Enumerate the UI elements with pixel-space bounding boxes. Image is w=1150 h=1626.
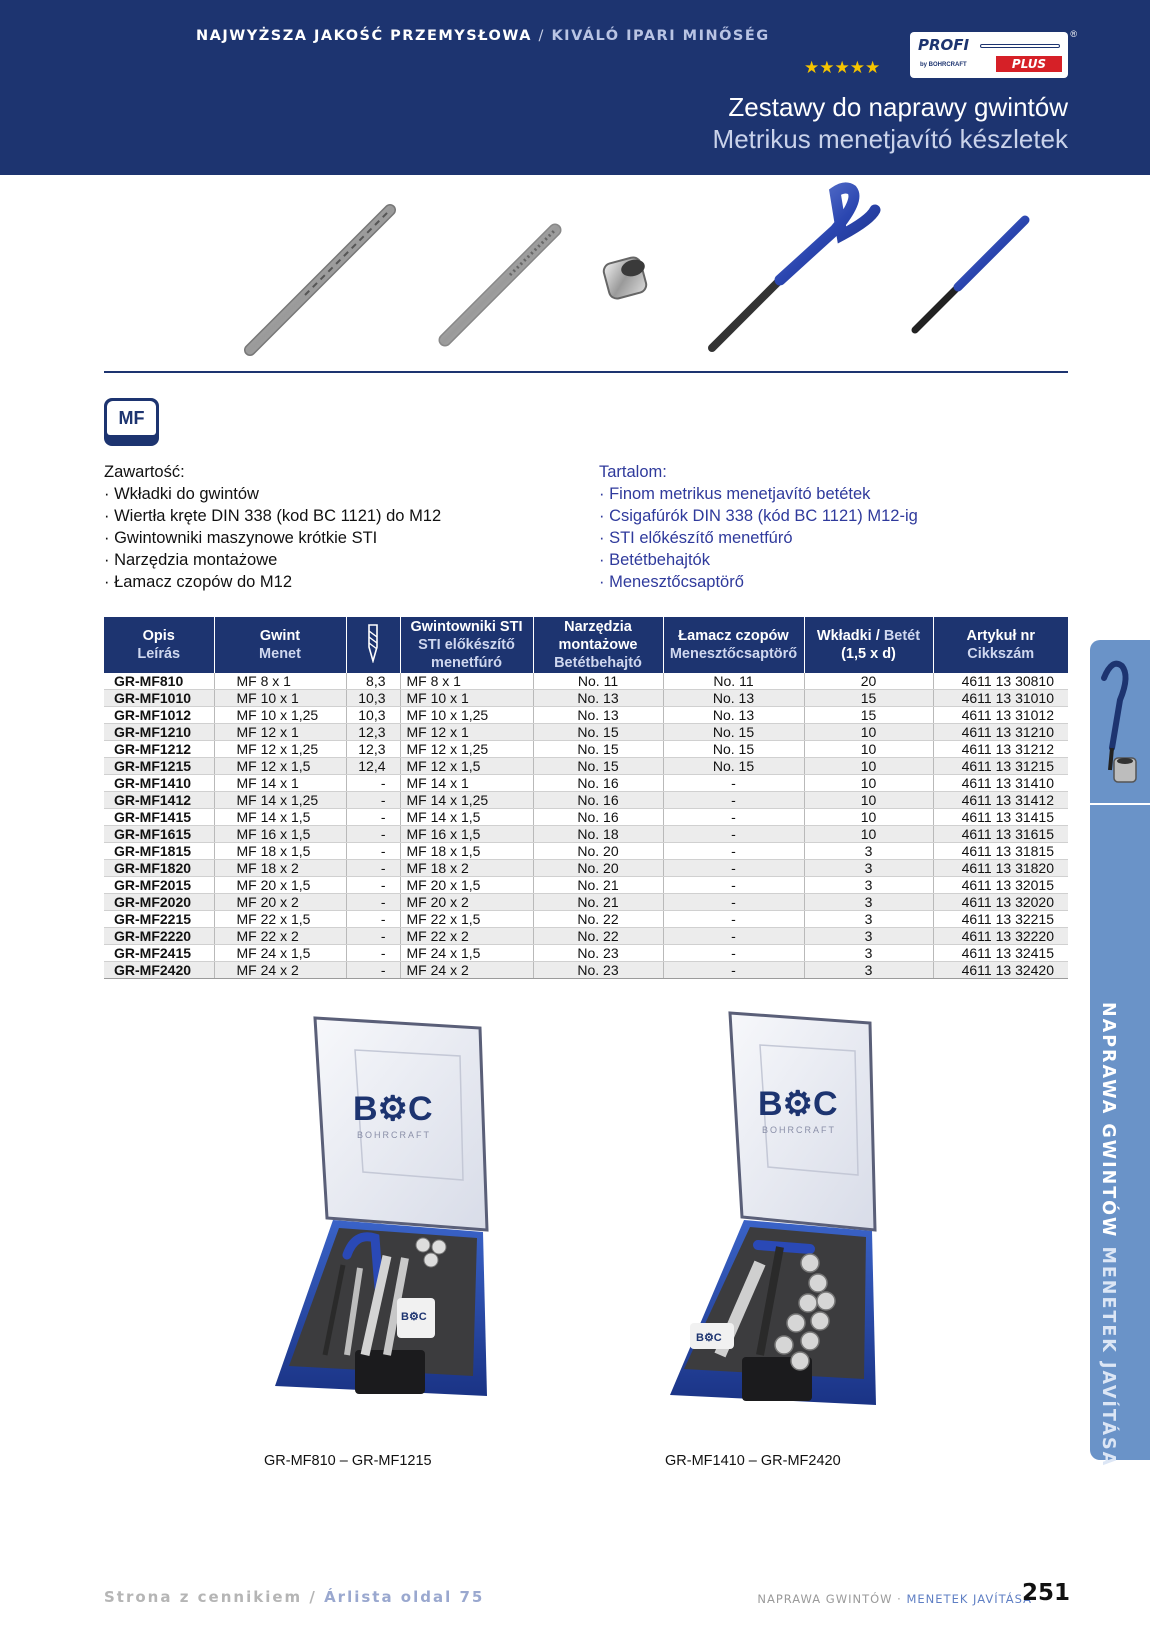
cell-inserts: 3 (804, 962, 933, 979)
table-row (104, 860, 1068, 877)
table-row (104, 826, 1068, 843)
contents-hu-item: · Csigafúrók DIN 338 (kód BC 1121) M12-ig (599, 507, 918, 525)
side-tab[interactable] (1090, 640, 1150, 1468)
section-footer-pl: NAPRAWA GWINTÓW (757, 1592, 893, 1606)
logo-profi-text: PROFI (918, 36, 970, 54)
cell-inserts: 10 (804, 758, 933, 775)
cell-article: 4611 13 32415 (933, 945, 1068, 962)
cell-thread: MF 14 x 1,5 (214, 809, 346, 826)
cell-code: GR-MF2420 (104, 962, 214, 979)
cell-article: 4611 13 31210 (933, 724, 1068, 741)
cell-drill-size: 12,4 (346, 758, 400, 775)
table-row (104, 928, 1068, 945)
cell-tap: MF 24 x 2 (400, 962, 533, 979)
cell-drill-size: - (346, 843, 400, 860)
side-tab-icon-area (1090, 640, 1150, 805)
cell-tap: MF 12 x 1,25 (400, 741, 533, 758)
contents-pl (104, 461, 441, 593)
cell-thread: MF 12 x 1,5 (214, 758, 346, 775)
th-inserts: Wkładki / Betét (1,5 x d) (804, 617, 933, 673)
installation-tool-icon (712, 188, 875, 348)
section-footer-label (757, 1592, 1032, 1606)
th-article: Artykuł nr Cikkszám (933, 617, 1068, 673)
cell-breaker: - (663, 775, 804, 792)
mf-badge-label: MF (107, 401, 156, 435)
th-gwint: Gwint Menet (214, 617, 346, 673)
contents-hu (599, 461, 918, 593)
cell-drill-size: - (346, 877, 400, 894)
logo-plus-text: PLUS (996, 56, 1062, 72)
cell-article: 4611 13 31820 (933, 860, 1068, 877)
drill-bit-icon (361, 623, 385, 663)
cell-article: 4611 13 31012 (933, 707, 1068, 724)
contents-hu-heading: Tartalom: (599, 463, 667, 481)
cell-thread: MF 24 x 2 (214, 962, 346, 979)
cell-breaker: - (663, 945, 804, 962)
cell-drill-size: - (346, 928, 400, 945)
table-header-row (104, 617, 1068, 673)
cell-tool: No. 15 (533, 724, 663, 741)
contents-hu-item: · Finom metrikus menetjavító betétek (599, 485, 871, 503)
cell-drill-size: 10,3 (346, 690, 400, 707)
cell-code: GR-MF1212 (104, 741, 214, 758)
cell-thread: MF 8 x 1 (214, 673, 346, 690)
cell-inserts: 3 (804, 843, 933, 860)
cell-article: 4611 13 31415 (933, 809, 1068, 826)
contents-hu-item: · STI előkészítő menetfúró (599, 529, 793, 547)
cell-inserts: 3 (804, 911, 933, 928)
cell-article: 4611 13 32215 (933, 911, 1068, 928)
cell-tool: No. 16 (533, 775, 663, 792)
cell-tool: No. 20 (533, 843, 663, 860)
contents-pl-item: · Wiertła kręte DIN 338 (kod BC 1121) do M12 (104, 507, 442, 525)
rating-stars: ★★★★★ (804, 58, 881, 77)
spec-table (104, 617, 1068, 979)
cell-article: 4611 13 32420 (933, 962, 1068, 979)
cell-tap: MF 20 x 2 (400, 894, 533, 911)
cell-tap: MF 22 x 2 (400, 928, 533, 945)
th-tool: Narzędzia montażowe Betétbehajtó (533, 617, 663, 673)
side-tab-label (1098, 1002, 1118, 1467)
cell-drill-size: - (346, 962, 400, 979)
header-tagline (196, 28, 770, 44)
cell-breaker: - (663, 911, 804, 928)
cell-tap: MF 22 x 1,5 (400, 911, 533, 928)
table-row (104, 707, 1068, 724)
cell-tool: No. 13 (533, 707, 663, 724)
cell-thread: MF 24 x 1,5 (214, 945, 346, 962)
cell-tap: MF 24 x 1,5 (400, 945, 533, 962)
kit-box-small-image (255, 1010, 510, 1450)
cell-breaker: - (663, 843, 804, 860)
cell-breaker: - (663, 962, 804, 979)
cell-inserts: 20 (804, 673, 933, 690)
cell-thread: MF 14 x 1 (214, 775, 346, 792)
th-breaker: Łamacz czopów Menesztőcsaptörő (663, 617, 804, 673)
cell-code: GR-MF2215 (104, 911, 214, 928)
cell-drill-size: - (346, 826, 400, 843)
svg-text:B⚙C: B⚙C (758, 1085, 838, 1123)
cell-article: 4611 13 31215 (933, 758, 1068, 775)
price-list-pl: Strona z cennikiem (104, 1588, 303, 1606)
cell-thread: MF 20 x 2 (214, 894, 346, 911)
cell-inserts: 10 (804, 724, 933, 741)
cell-code: GR-MF1615 (104, 826, 214, 843)
cell-code: GR-MF1412 (104, 792, 214, 809)
cell-thread: MF 12 x 1 (214, 724, 346, 741)
table-row (104, 690, 1068, 707)
kit-box-large-image (660, 1005, 900, 1445)
cell-tap: MF 8 x 1 (400, 673, 533, 690)
cell-tool: No. 21 (533, 894, 663, 911)
cell-tool: No. 15 (533, 741, 663, 758)
cell-inserts: 3 (804, 860, 933, 877)
cell-tap: MF 14 x 1,5 (400, 809, 533, 826)
cell-code: GR-MF2020 (104, 894, 214, 911)
cell-tap: MF 18 x 1,5 (400, 843, 533, 860)
table-row (104, 775, 1068, 792)
cell-code: GR-MF2015 (104, 877, 214, 894)
cell-breaker: No. 15 (663, 758, 804, 775)
cell-breaker: - (663, 928, 804, 945)
contents-pl-item: · Łamacz czopów do M12 (104, 573, 293, 591)
cell-thread: MF 22 x 1,5 (214, 911, 346, 928)
cell-thread: MF 10 x 1,25 (214, 707, 346, 724)
cell-code: GR-MF2220 (104, 928, 214, 945)
cell-article: 4611 13 31815 (933, 843, 1068, 860)
cell-code: GR-MF1820 (104, 860, 214, 877)
cell-tool: No. 22 (533, 911, 663, 928)
cell-tool: No. 16 (533, 792, 663, 809)
cell-breaker: No. 11 (663, 673, 804, 690)
th-drill (346, 617, 400, 673)
cell-tool: No. 23 (533, 962, 663, 979)
table-row (104, 792, 1068, 809)
cell-code: GR-MF1215 (104, 758, 214, 775)
cell-tap: MF 18 x 2 (400, 860, 533, 877)
cell-code: GR-MF1410 (104, 775, 214, 792)
cell-inserts: 3 (804, 945, 933, 962)
th-opis: Opis Leírás (104, 617, 214, 673)
cell-thread: MF 14 x 1,25 (214, 792, 346, 809)
twist-drill-icon (250, 210, 390, 350)
page-number: 251 (1021, 1580, 1070, 1606)
cell-article: 4611 13 31412 (933, 792, 1068, 809)
page-header (0, 0, 1150, 175)
cell-thread: MF 20 x 1,5 (214, 877, 346, 894)
logo-by-text: by BOHRCRAFT (920, 62, 967, 68)
cell-tap: MF 12 x 1,5 (400, 758, 533, 775)
svg-text:B⚙C: B⚙C (401, 1311, 427, 1323)
cell-drill-size: 8,3 (346, 673, 400, 690)
cell-tool: No. 23 (533, 945, 663, 962)
contents-hu-item: · Betétbehajtók (599, 551, 710, 569)
cell-thread: MF 22 x 2 (214, 928, 346, 945)
cell-tap: MF 14 x 1 (400, 775, 533, 792)
cell-thread: MF 18 x 1,5 (214, 843, 346, 860)
cell-inserts: 10 (804, 741, 933, 758)
cell-inserts: 15 (804, 690, 933, 707)
svg-text:B⚙C: B⚙C (696, 1332, 722, 1344)
side-tab-label-hu: MENETEK JAVÍTÁSA (1098, 1246, 1118, 1468)
svg-text:BOHRCRAFT: BOHRCRAFT (762, 1125, 836, 1135)
cell-tap: MF 16 x 1,5 (400, 826, 533, 843)
spec-table-body (104, 673, 1068, 979)
cell-thread: MF 12 x 1,25 (214, 741, 346, 758)
table-row (104, 945, 1068, 962)
cell-thread: MF 16 x 1,5 (214, 826, 346, 843)
table-row (104, 894, 1068, 911)
profi-plus-logo (910, 29, 1077, 78)
table-row (104, 673, 1068, 690)
table-row (104, 741, 1068, 758)
table-row (104, 809, 1068, 826)
cell-tap: MF 20 x 1,5 (400, 877, 533, 894)
cell-drill-size: 12,3 (346, 741, 400, 758)
footer-separator: / (302, 1588, 325, 1606)
cell-tool: No. 16 (533, 809, 663, 826)
cell-tap: MF 14 x 1,25 (400, 792, 533, 809)
cell-breaker: - (663, 826, 804, 843)
cell-breaker: No. 15 (663, 741, 804, 758)
cell-inserts: 10 (804, 809, 933, 826)
tang-breaker-icon (915, 220, 1025, 330)
cell-tool: No. 21 (533, 877, 663, 894)
table-row (104, 758, 1068, 775)
kit-large-caption: GR-MF1410 – GR-MF2420 (665, 1453, 841, 1469)
cell-tool: No. 20 (533, 860, 663, 877)
cell-drill-size: - (346, 911, 400, 928)
cell-breaker: - (663, 860, 804, 877)
th-tap: Gwintowniki STI STI előkészítő menetfúró (400, 617, 533, 673)
cell-inserts: 15 (804, 707, 933, 724)
kit-small-caption: GR-MF810 – GR-MF1215 (264, 1453, 432, 1469)
table-row (104, 911, 1068, 928)
page-title-pl: Zestawy do naprawy gwintów (728, 92, 1068, 122)
contents-pl-item: · Narzędzia montażowe (104, 551, 278, 569)
box-logo-text: B⚙C (353, 1090, 433, 1128)
cell-inserts: 3 (804, 877, 933, 894)
cell-breaker: - (663, 894, 804, 911)
cell-article: 4611 13 32220 (933, 928, 1068, 945)
cell-code: GR-MF1010 (104, 690, 214, 707)
cell-breaker: - (663, 877, 804, 894)
cell-drill-size: - (346, 792, 400, 809)
cell-article: 4611 13 31410 (933, 775, 1068, 792)
contents-hu-item: · Menesztőcsaptörő (599, 573, 744, 591)
cell-tool: No. 18 (533, 826, 663, 843)
cell-tap: MF 12 x 1 (400, 724, 533, 741)
cell-drill-size: - (346, 775, 400, 792)
section-divider (104, 371, 1068, 373)
cell-breaker: - (663, 792, 804, 809)
cell-code: GR-MF1415 (104, 809, 214, 826)
page-title-hu: Metrikus menetjavító készletek (712, 124, 1068, 154)
cell-drill-size: 10,3 (346, 707, 400, 724)
contents-pl-heading: Zawartość: (104, 463, 185, 481)
side-tab-label-pl: NAPRAWA GWINTÓW (1098, 1002, 1118, 1239)
cell-tool: No. 15 (533, 758, 663, 775)
cell-article: 4611 13 31010 (933, 690, 1068, 707)
cell-drill-size: 12,3 (346, 724, 400, 741)
cell-drill-size: - (346, 860, 400, 877)
registered-mark: ® (1070, 29, 1077, 39)
cell-tool: No. 13 (533, 690, 663, 707)
tagline-hu: KIVÁLÓ IPARI MINŐSÉG (551, 28, 770, 44)
table-row (104, 962, 1068, 979)
tools-illustration (100, 180, 1070, 365)
cell-inserts: 10 (804, 826, 933, 843)
tagline-separator: / (538, 28, 545, 44)
cell-breaker: - (663, 809, 804, 826)
cell-thread: MF 18 x 2 (214, 860, 346, 877)
cell-tap: MF 10 x 1,25 (400, 707, 533, 724)
table-row (104, 843, 1068, 860)
cell-drill-size: - (346, 945, 400, 962)
footer-dot: · (892, 1592, 907, 1606)
cell-article: 4611 13 32020 (933, 894, 1068, 911)
cell-code: GR-MF1012 (104, 707, 214, 724)
installation-tool-icon (1090, 640, 1150, 800)
cell-drill-size: - (346, 894, 400, 911)
cell-thread: MF 10 x 1 (214, 690, 346, 707)
tagline-pl: NAJWYŻSZA JAKOŚĆ PRZEMYSŁOWA (196, 28, 532, 44)
cell-article: 4611 13 30810 (933, 673, 1068, 690)
side-tab-divider (1090, 803, 1150, 805)
logo-drill-graphic (980, 44, 1060, 48)
price-list-reference (104, 1588, 484, 1606)
cell-code: GR-MF810 (104, 673, 214, 690)
cell-code: GR-MF1815 (104, 843, 214, 860)
cell-breaker: No. 13 (663, 690, 804, 707)
cell-tool: No. 11 (533, 673, 663, 690)
sti-tap-icon (445, 230, 555, 340)
contents-pl-item: · Wkładki do gwintów (104, 485, 259, 503)
box-brand-text: BOHRCRAFT (357, 1130, 431, 1140)
cell-article: 4611 13 31212 (933, 741, 1068, 758)
section-footer-hu: MENETEK JAVÍTÁSA (906, 1592, 1032, 1606)
cell-tool: No. 22 (533, 928, 663, 945)
price-list-hu: Árlista oldal 75 (324, 1588, 485, 1606)
cell-breaker: No. 15 (663, 724, 804, 741)
cell-code: GR-MF1210 (104, 724, 214, 741)
thread-insert-icon (602, 256, 648, 301)
cell-code: GR-MF2415 (104, 945, 214, 962)
mf-badge (104, 398, 159, 446)
cell-inserts: 3 (804, 928, 933, 945)
contents-pl-item: · Gwintowniki maszynowe krótkie STI (104, 529, 378, 547)
cell-tap: MF 10 x 1 (400, 690, 533, 707)
cell-breaker: No. 13 (663, 707, 804, 724)
cell-inserts: 10 (804, 792, 933, 809)
cell-inserts: 3 (804, 894, 933, 911)
table-row (104, 724, 1068, 741)
cell-article: 4611 13 31615 (933, 826, 1068, 843)
cell-article: 4611 13 32015 (933, 877, 1068, 894)
table-row (104, 877, 1068, 894)
cell-drill-size: - (346, 809, 400, 826)
cell-inserts: 10 (804, 775, 933, 792)
